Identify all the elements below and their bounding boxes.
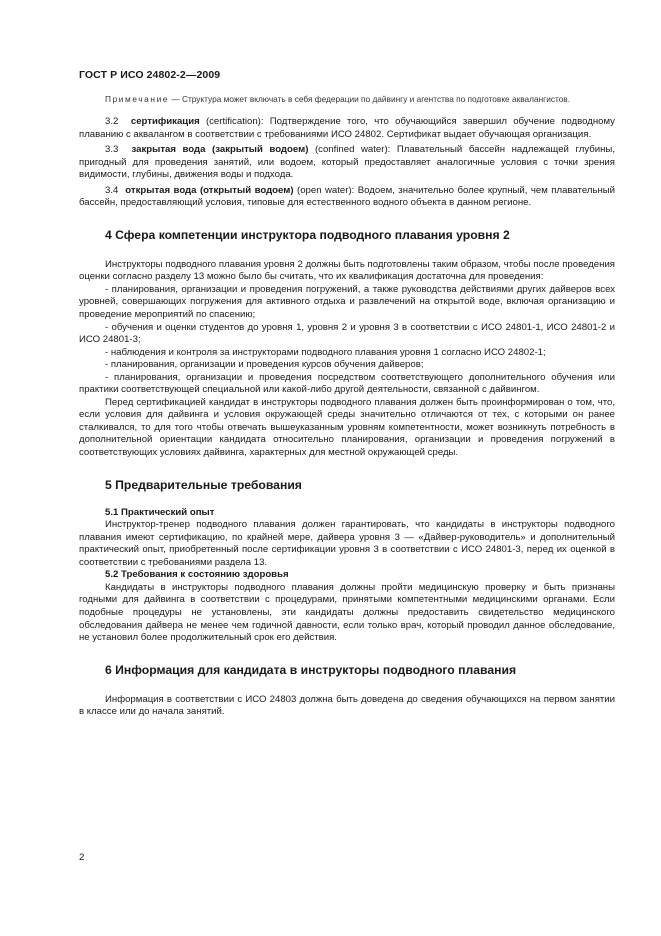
subsection-5-1-text: Инструктор-тренер подводного плавания должен гарантировать, что кандидаты в инструкторы подводного плавания имеют сертификацию, по крайней мере, дайвера уровня 3 — «Дайвер-руководитель» и дополнительный практический опыт, приобретенный после сертификации уровня 3 в соответствии с ИСО 24801-3, перед их оценкой в соответствии с требованиями раздела 13. <box>79 519 615 568</box>
definition-number: 3.2 <box>105 116 119 127</box>
section-6-text: Информация в соответствии с ИСО 24803 должна быть доведена до сведения обучающихся на первом занятии в классе или до начала занятий. <box>79 693 615 718</box>
definition-number: 3.3 <box>105 144 119 156</box>
note-text: Структура может включать в себя федерации по дайвингу и агентства по подготовке аквалангистов. <box>181 94 571 104</box>
list-item: - планирования, организации и проведения погружений, а также руководства действиями других дайверов всех уровней, совершающих погружения для активного отдыха и развлечений на открытой воде, включая организацию и проведение мероприятий по спасению; <box>79 283 615 321</box>
section-5-title: 5 Предварительные требования <box>105 477 302 492</box>
definition-term: закрытая вода (закрытый водоем) <box>131 144 309 156</box>
definition-text: (certification): Подтверждение того, что обучающийся завершил обучение подводному плаванию с аквалангом в соответствии с требованиями ИСО 24802. Сертификат выдает обучающая организация. <box>79 116 615 140</box>
note-paragraph <box>79 94 615 105</box>
definition-3-2 <box>79 116 615 141</box>
list-item: - планирования, организации и проведения курсов обучения дайверов; <box>105 359 424 371</box>
document-header: ГОСТ Р ИСО 24802-2—2009 <box>79 69 221 81</box>
list-item: - наблюдения и контроля за инструкторами подводного плавания уровня 1 согласно ИСО 24802-1; <box>105 346 546 358</box>
subsection-5-2-title: 5.2 Требования к состоянию здоровья <box>105 569 289 581</box>
page-number: 2 <box>79 852 85 863</box>
subsection-5-2-text: Кандидаты в инструкторы подводного плавания должны пройти медицинскую проверку и быть признаны годными для дайвинга в соответствии с процедурами, принятыми компетентными медицинскими органами. Если подобные процедуры не установлены, эти кандидаты должны предоставить свидетельство медицинского обследования дайвера не менее чем годичной давности, если только врач, который проводил данное обследование, не установил более продолжительный срок его действия. <box>79 581 615 644</box>
definition-term: сертификация <box>130 116 200 127</box>
note-dash: — <box>169 94 182 104</box>
subsection-5-1-title: 5.1 Практический опыт <box>105 506 215 518</box>
section-4-title: 4 Сфера компетенции инструктора подводного плавания уровня 2 <box>105 227 510 242</box>
section-4-intro: Инструкторы подводного плавания уровня 2 должны быть подготовлены таким образом, чтобы после проведения оценки согласно разделу 13 можно было бы считать, что их квалификация достаточна для проведения: <box>79 258 615 283</box>
document-body <box>79 94 615 719</box>
list-item: - планирования, организации и проведения посредством соответствующего дополнительного обучения или практики соответствующей специальной или какой-либо другой деятельности, связанной с дайвингом. <box>79 371 615 396</box>
section-6-title: 6 Информация для кандидата в инструкторы подводного плавания <box>105 662 517 677</box>
definition-number: 3.4 <box>105 184 119 196</box>
note-label: Примечание <box>105 94 170 104</box>
definition-term: открытая вода (открытый водоем) <box>125 184 294 196</box>
definition-3-3 <box>79 144 615 182</box>
section-4-closing: Перед сертификацией кандидат в инструкторы подводного плавания должен быть проинформирован о том, что, если условия для дайвинга и условия окружающей среды значительно отличаются от тех, с которыми он ранее сталкивался, то для того чтобы отвечать вышеуказанным уровням компетентности, может возникнуть потребность в дополнительной ориентации кандидата относительно планирования, организации и проведения погружений в соответствующих условиях дайвинга, характерных для местной окружающей среды. <box>79 396 615 459</box>
definition-text: (open water): Водоем, значительно более крупный, чем плавательный бассейн, предоставляющий условия, типовые для естественного водного объекта в данном регионе. <box>79 184 615 209</box>
list-item: - обучения и оценки студентов до уровня 1, уровня 2 и уровня 3 в соответствии с ИСО 24801-1, ИСО 24801-2 и ИСО 24801-3; <box>79 321 615 346</box>
definition-3-4 <box>79 185 615 210</box>
definition-text: (confined water): Плавательный бассейн надлежащей глубины, пригодный для проведения занятий, или водоем, который предоставляет аналогичные условия с точки зрения видимости, глубины, движения воды и подхода. <box>79 144 615 181</box>
